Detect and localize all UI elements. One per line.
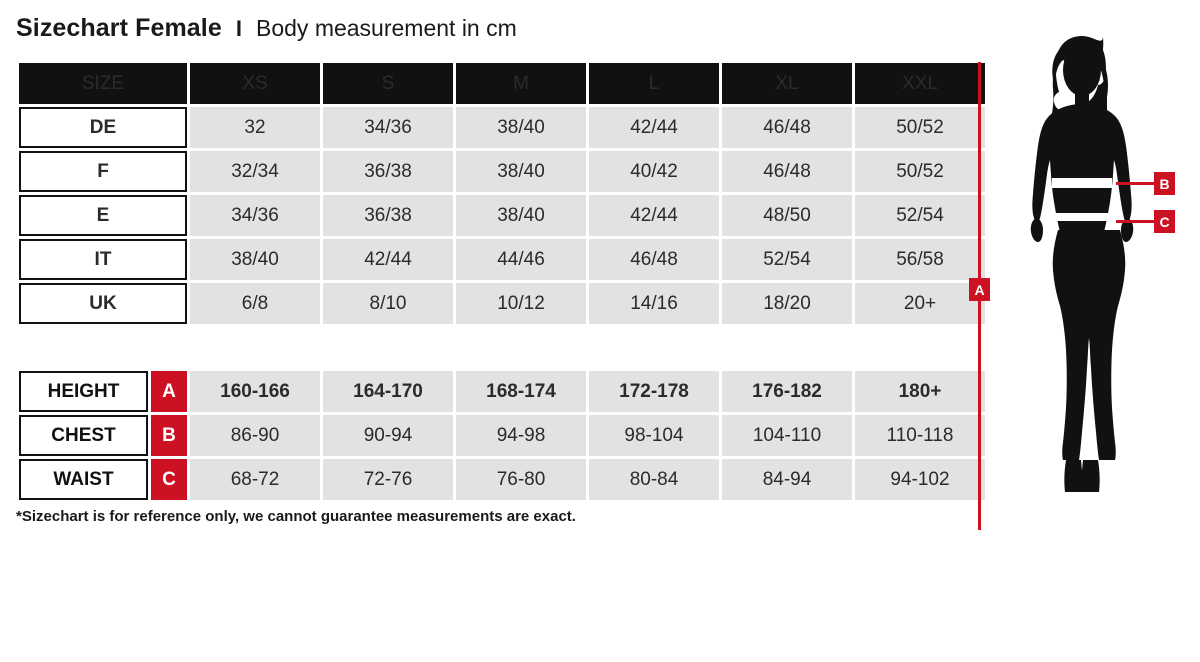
cell-uk-m: 10/12 — [456, 283, 586, 324]
cell-chest-m: 94-98 — [456, 415, 586, 456]
cell-chest-xl: 104-110 — [722, 415, 852, 456]
cell-it-xxl: 56/58 — [855, 239, 985, 280]
cell-e-xs: 34/36 — [190, 195, 320, 236]
marker-badge-a: A — [151, 371, 187, 412]
cell-de-xs: 32 — [190, 107, 320, 148]
cell-it-l: 46/48 — [589, 239, 719, 280]
cell-f-xxl: 50/52 — [855, 151, 985, 192]
page-title-subtitle: Body measurement in cm — [256, 15, 517, 41]
cell-uk-l: 14/16 — [589, 283, 719, 324]
cell-de-xxl: 50/52 — [855, 107, 985, 148]
cell-f-xl: 46/48 — [722, 151, 852, 192]
body-figure-area — [966, 30, 1196, 540]
table-row — [19, 195, 985, 236]
row-label-height — [19, 371, 187, 412]
cell-de-l: 42/44 — [589, 107, 719, 148]
row-label-e: E — [19, 195, 187, 236]
column-header-xxl: XXL — [855, 63, 985, 104]
sizechart-table-container — [16, 60, 966, 503]
cell-height-l: 172-178 — [589, 371, 719, 412]
row-label-f: F — [19, 151, 187, 192]
waist-indicator-line — [1116, 220, 1158, 223]
marker-a-badge: A — [969, 278, 990, 301]
column-header-s: S — [323, 63, 453, 104]
row-label-chest — [19, 415, 187, 456]
chest-indicator-line — [1116, 182, 1158, 185]
table-header-row — [19, 63, 985, 104]
marker-badge-b: B — [151, 415, 187, 456]
cell-it-m: 44/46 — [456, 239, 586, 280]
table-row — [19, 459, 985, 500]
cell-waist-s: 72-76 — [323, 459, 453, 500]
cell-de-s: 34/36 — [323, 107, 453, 148]
cell-chest-xs: 86-90 — [190, 415, 320, 456]
page-title — [16, 14, 517, 43]
row-label-uk: UK — [19, 283, 187, 324]
cell-waist-xxl: 94-102 — [855, 459, 985, 500]
cell-waist-l: 80-84 — [589, 459, 719, 500]
column-header-xs: XS — [190, 63, 320, 104]
marker-b-badge: B — [1154, 172, 1175, 195]
sizechart-table — [16, 60, 988, 503]
cell-chest-l: 98-104 — [589, 415, 719, 456]
cell-e-m: 38/40 — [456, 195, 586, 236]
marker-badge-c: C — [151, 459, 187, 500]
table-spacer — [19, 327, 985, 368]
cell-it-xs: 38/40 — [190, 239, 320, 280]
cell-height-s: 164-170 — [323, 371, 453, 412]
column-header-xl: XL — [722, 63, 852, 104]
column-header-m: M — [456, 63, 586, 104]
cell-f-xs: 32/34 — [190, 151, 320, 192]
table-row — [19, 239, 985, 280]
page-title-main: Sizechart Female — [16, 14, 222, 42]
female-body-silhouette-icon — [1008, 30, 1158, 530]
page-title-separator: I — [235, 16, 242, 41]
cell-e-s: 36/38 — [323, 195, 453, 236]
cell-waist-m: 76-80 — [456, 459, 586, 500]
cell-waist-xs: 68-72 — [190, 459, 320, 500]
row-label-waist — [19, 459, 187, 500]
cell-uk-xl: 18/20 — [722, 283, 852, 324]
cell-de-m: 38/40 — [456, 107, 586, 148]
footnote-text: *Sizechart is for reference only, we cannot guarantee measurements are exact. — [16, 508, 576, 525]
cell-e-l: 42/44 — [589, 195, 719, 236]
cell-chest-s: 90-94 — [323, 415, 453, 456]
cell-chest-xxl: 110-118 — [855, 415, 985, 456]
cell-waist-xl: 84-94 — [722, 459, 852, 500]
cell-uk-xs: 6/8 — [190, 283, 320, 324]
cell-it-s: 42/44 — [323, 239, 453, 280]
cell-uk-s: 8/10 — [323, 283, 453, 324]
cell-it-xl: 52/54 — [722, 239, 852, 280]
marker-c-badge: C — [1154, 210, 1175, 233]
cell-f-s: 36/38 — [323, 151, 453, 192]
column-header-l: L — [589, 63, 719, 104]
row-label-height-text: HEIGHT — [19, 371, 148, 412]
table-row — [19, 371, 985, 412]
cell-height-xl: 176-182 — [722, 371, 852, 412]
cell-e-xxl: 52/54 — [855, 195, 985, 236]
cell-f-l: 40/42 — [589, 151, 719, 192]
table-row — [19, 107, 985, 148]
cell-height-xs: 160-166 — [190, 371, 320, 412]
column-header-size: SIZE — [19, 63, 187, 104]
row-label-de: DE — [19, 107, 187, 148]
cell-e-xl: 48/50 — [722, 195, 852, 236]
row-label-waist-text: WAIST — [19, 459, 148, 500]
cell-de-xl: 46/48 — [722, 107, 852, 148]
table-row — [19, 283, 985, 324]
cell-height-m: 168-174 — [456, 371, 586, 412]
cell-f-m: 38/40 — [456, 151, 586, 192]
table-row — [19, 415, 985, 456]
table-row — [19, 151, 985, 192]
row-label-it: IT — [19, 239, 187, 280]
cell-uk-xxl: 20+ — [855, 283, 985, 324]
cell-height-xxl: 180+ — [855, 371, 985, 412]
row-label-chest-text: CHEST — [19, 415, 148, 456]
